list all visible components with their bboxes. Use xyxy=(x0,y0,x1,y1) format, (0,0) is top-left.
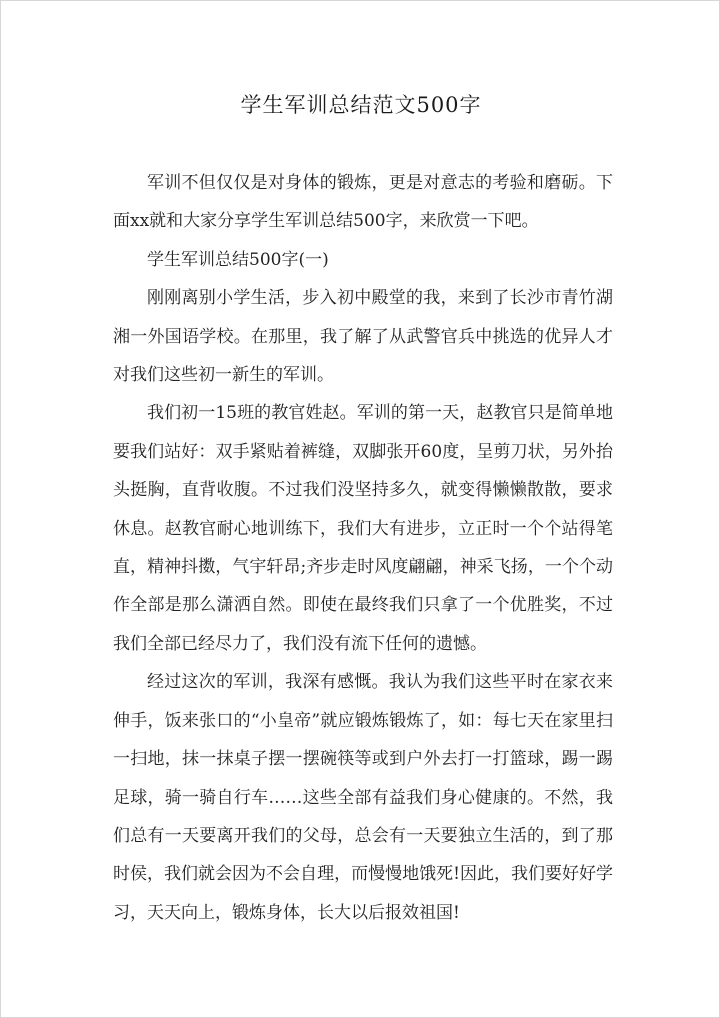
paragraph: 经过这次的军训，我深有感慨。我认为我们这些平时在家衣来伸手，饭来张口的“小皇帝”就应锻炼锻炼了，如：每七天在家里扫一扫地，抹一抹桌子摆一摆碗筷等或到户外去打一打篮球，踢一踢足球，骑一骑自行车……这些全部有益我们身心健康的。不然，我们总有一天要离开我们的父母，总会有一天要独立生活的，到了那时侯，我们就会因为不会自理，而慢慢地饿死!因此，我们要好好学习，天天向上，锻炼身体，长大以后报效祖国! xyxy=(113,672,613,923)
paragraph: 刚刚离别小学生活，步入初中殿堂的我，来到了长沙市青竹湖湘一外国语学校。在那里，我了解了从武警官兵中挑选的优异人才对我们这些初一新生的军训。 xyxy=(113,288,613,386)
document-body xyxy=(113,164,613,932)
paragraph-intro: 军训不但仅仅是对身体的锻炼，更是对意志的考验和磨砺。下面xx就和大家分享学生军训总结500字，来欣赏一下吧。 xyxy=(113,173,613,232)
document-title: 学生军训总结范文500字 xyxy=(240,93,482,117)
section-heading: 学生军训总结500字(一) xyxy=(147,249,329,270)
paragraph: 我们初一15班的教官姓赵。军训的第一天，赵教官只是简单地要我们站好：双手紧贴着裤缝，双脚张开60度，呈剪刀状，另外抬头挺胸，直背收腹。不过我们没坚持多久，就变得懒懒散散，要求休息。赵教官耐心地训练下，我们大有进步，立正时一个个站得笔直，精神抖擞，气宇轩昂;齐步走时风度翩翩，神采飞扬，一个个动作全部是那么潇洒自然。即使在最终我们只拿了一个优胜奖，不过我们全部已经尽力了，我们没有流下任何的遗憾。 xyxy=(113,403,613,654)
